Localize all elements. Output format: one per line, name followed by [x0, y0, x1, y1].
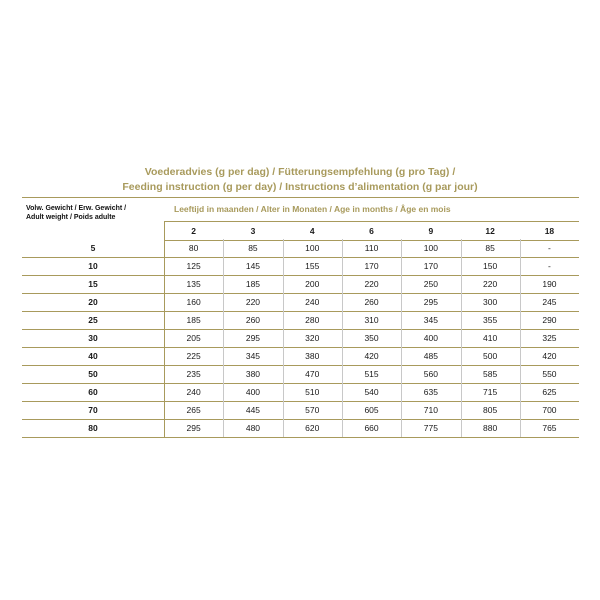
value-cell: 240	[305, 297, 320, 307]
table-row	[22, 275, 579, 294]
table-row	[22, 401, 579, 420]
value-cell: 560	[423, 369, 438, 379]
value-cell: 410	[483, 333, 498, 343]
age-row	[164, 221, 579, 241]
value-cell: 160	[186, 297, 201, 307]
value-cell: 100	[305, 243, 320, 253]
value-cell: 240	[186, 387, 201, 397]
table-row	[22, 293, 579, 312]
weight-header-line-1: Volw. Gewicht / Erw. Gewicht /	[26, 205, 127, 212]
weight-cell: 60	[88, 387, 98, 397]
column-divider	[401, 239, 402, 437]
value-cell: 85	[248, 243, 258, 253]
value-cell: 295	[423, 297, 438, 307]
table-row	[22, 419, 579, 438]
value-cell: 290	[542, 315, 557, 325]
value-cell: 485	[423, 351, 438, 361]
value-cell: 380	[305, 351, 320, 361]
value-cell: 145	[245, 261, 261, 271]
value-cell: 400	[245, 387, 261, 397]
column-divider	[223, 239, 224, 437]
value-cell: 125	[186, 261, 201, 271]
title-line-1: Voederadvies (g per dag) / Fütterungsempfehlung (g pro Tag) /	[144, 166, 456, 178]
table-row	[22, 383, 579, 402]
weight-cell: 80	[88, 423, 98, 433]
column-divider	[342, 239, 343, 437]
value-cell: 100	[423, 243, 438, 253]
value-cell: 480	[245, 423, 261, 433]
value-cell: 110	[364, 243, 379, 253]
value-cell: 540	[364, 387, 379, 397]
value-cell: 245	[542, 297, 557, 307]
weight-header	[26, 204, 166, 222]
value-cell: 660	[364, 423, 379, 433]
age-col-header: 4	[309, 226, 315, 236]
value-cell: 420	[542, 351, 557, 361]
age-col-header: 9	[428, 226, 434, 236]
value-cell: 185	[245, 279, 261, 289]
age-col-header: 12	[485, 226, 495, 236]
value-cell: 235	[186, 369, 201, 379]
value-cell: 470	[305, 369, 320, 379]
value-cell: 345	[423, 315, 438, 325]
value-cell: 500	[483, 351, 498, 361]
value-cell: 310	[364, 315, 379, 325]
value-cell: 510	[305, 387, 320, 397]
value-cell: 805	[483, 405, 498, 415]
value-cell: 550	[542, 369, 557, 379]
column-divider	[461, 239, 462, 437]
value-cell: 710	[423, 405, 438, 415]
value-cell: 220	[364, 279, 379, 289]
value-cell: 775	[423, 423, 438, 433]
value-cell: 185	[186, 315, 201, 325]
age-col-header: 3	[250, 226, 256, 236]
table-row	[22, 257, 579, 276]
value-cell: 265	[186, 405, 201, 415]
age-col-header: 6	[369, 226, 374, 236]
value-cell: 260	[364, 297, 379, 307]
value-cell: 155	[305, 261, 320, 271]
value-cell: 715	[483, 387, 498, 397]
value-cell: 80	[188, 243, 199, 253]
value-cell: 325	[542, 333, 557, 343]
weight-cell: 50	[88, 369, 98, 379]
value-cell: 380	[245, 369, 261, 379]
value-cell: 225	[186, 351, 201, 361]
value-cell: 200	[305, 279, 320, 289]
weight-header-line-2: Adult weight / Poids adulte	[26, 214, 116, 221]
table-row	[22, 347, 579, 366]
value-cell: 605	[364, 405, 379, 415]
value-cell: 515	[364, 369, 379, 379]
value-cell: 420	[364, 351, 379, 361]
value-cell: 635	[423, 387, 438, 397]
value-cell: 85	[485, 243, 495, 253]
weight-cell: 40	[88, 351, 98, 361]
top-rule	[22, 197, 579, 198]
value-cell: 295	[186, 423, 201, 433]
value-cell: 280	[305, 315, 320, 325]
weight-cell: 25	[88, 315, 98, 325]
age-col-header: 18	[544, 226, 555, 236]
title-line-2: Feeding instruction (g per day) / Instructions d’alimentation (g par jour)	[122, 181, 478, 193]
value-cell: 345	[245, 351, 261, 361]
value-cell: 220	[483, 279, 498, 289]
value-cell: 355	[483, 315, 498, 325]
value-cell: 220	[245, 297, 261, 307]
value-cell: 585	[483, 369, 498, 379]
value-cell: 350	[364, 333, 379, 343]
value-cell: 445	[245, 405, 261, 415]
weight-cell: 5	[90, 243, 96, 253]
weight-cell: 15	[88, 279, 98, 289]
value-cell: 135	[186, 279, 201, 289]
column-divider	[520, 239, 521, 437]
table-row	[22, 239, 579, 258]
value-cell: 295	[245, 333, 261, 343]
value-cell: -	[548, 261, 551, 271]
table-row	[22, 365, 579, 384]
value-cell: 205	[186, 333, 201, 343]
age-col-header: 2	[191, 226, 197, 236]
value-cell: 260	[245, 315, 261, 325]
table-row	[22, 329, 579, 348]
value-cell: 700	[542, 405, 557, 415]
age-header: Leeftijd in maanden / Alter in Monaten / Age in months / Âge en mois	[174, 204, 451, 214]
value-cell: 625	[542, 387, 557, 397]
feeding-table	[22, 197, 579, 437]
table-title	[0, 165, 600, 195]
value-cell: 170	[364, 261, 379, 271]
value-cell: 400	[423, 333, 438, 343]
value-cell: 150	[483, 261, 498, 271]
value-cell: 170	[423, 261, 438, 271]
value-cell: 570	[305, 405, 320, 415]
value-cell: 250	[423, 279, 438, 289]
value-cell: 765	[542, 423, 557, 433]
weight-cell: 10	[88, 261, 98, 271]
weight-cell: 30	[88, 333, 98, 343]
value-cell: 320	[305, 333, 320, 343]
value-cell: -	[548, 243, 551, 253]
weight-cell: 70	[88, 405, 98, 415]
value-cell: 880	[483, 423, 498, 433]
value-cell: 190	[542, 279, 557, 289]
table-row	[22, 311, 579, 330]
value-cell: 300	[483, 297, 498, 307]
column-divider	[283, 239, 284, 437]
weight-cell: 20	[88, 297, 98, 307]
value-cell: 620	[305, 423, 320, 433]
